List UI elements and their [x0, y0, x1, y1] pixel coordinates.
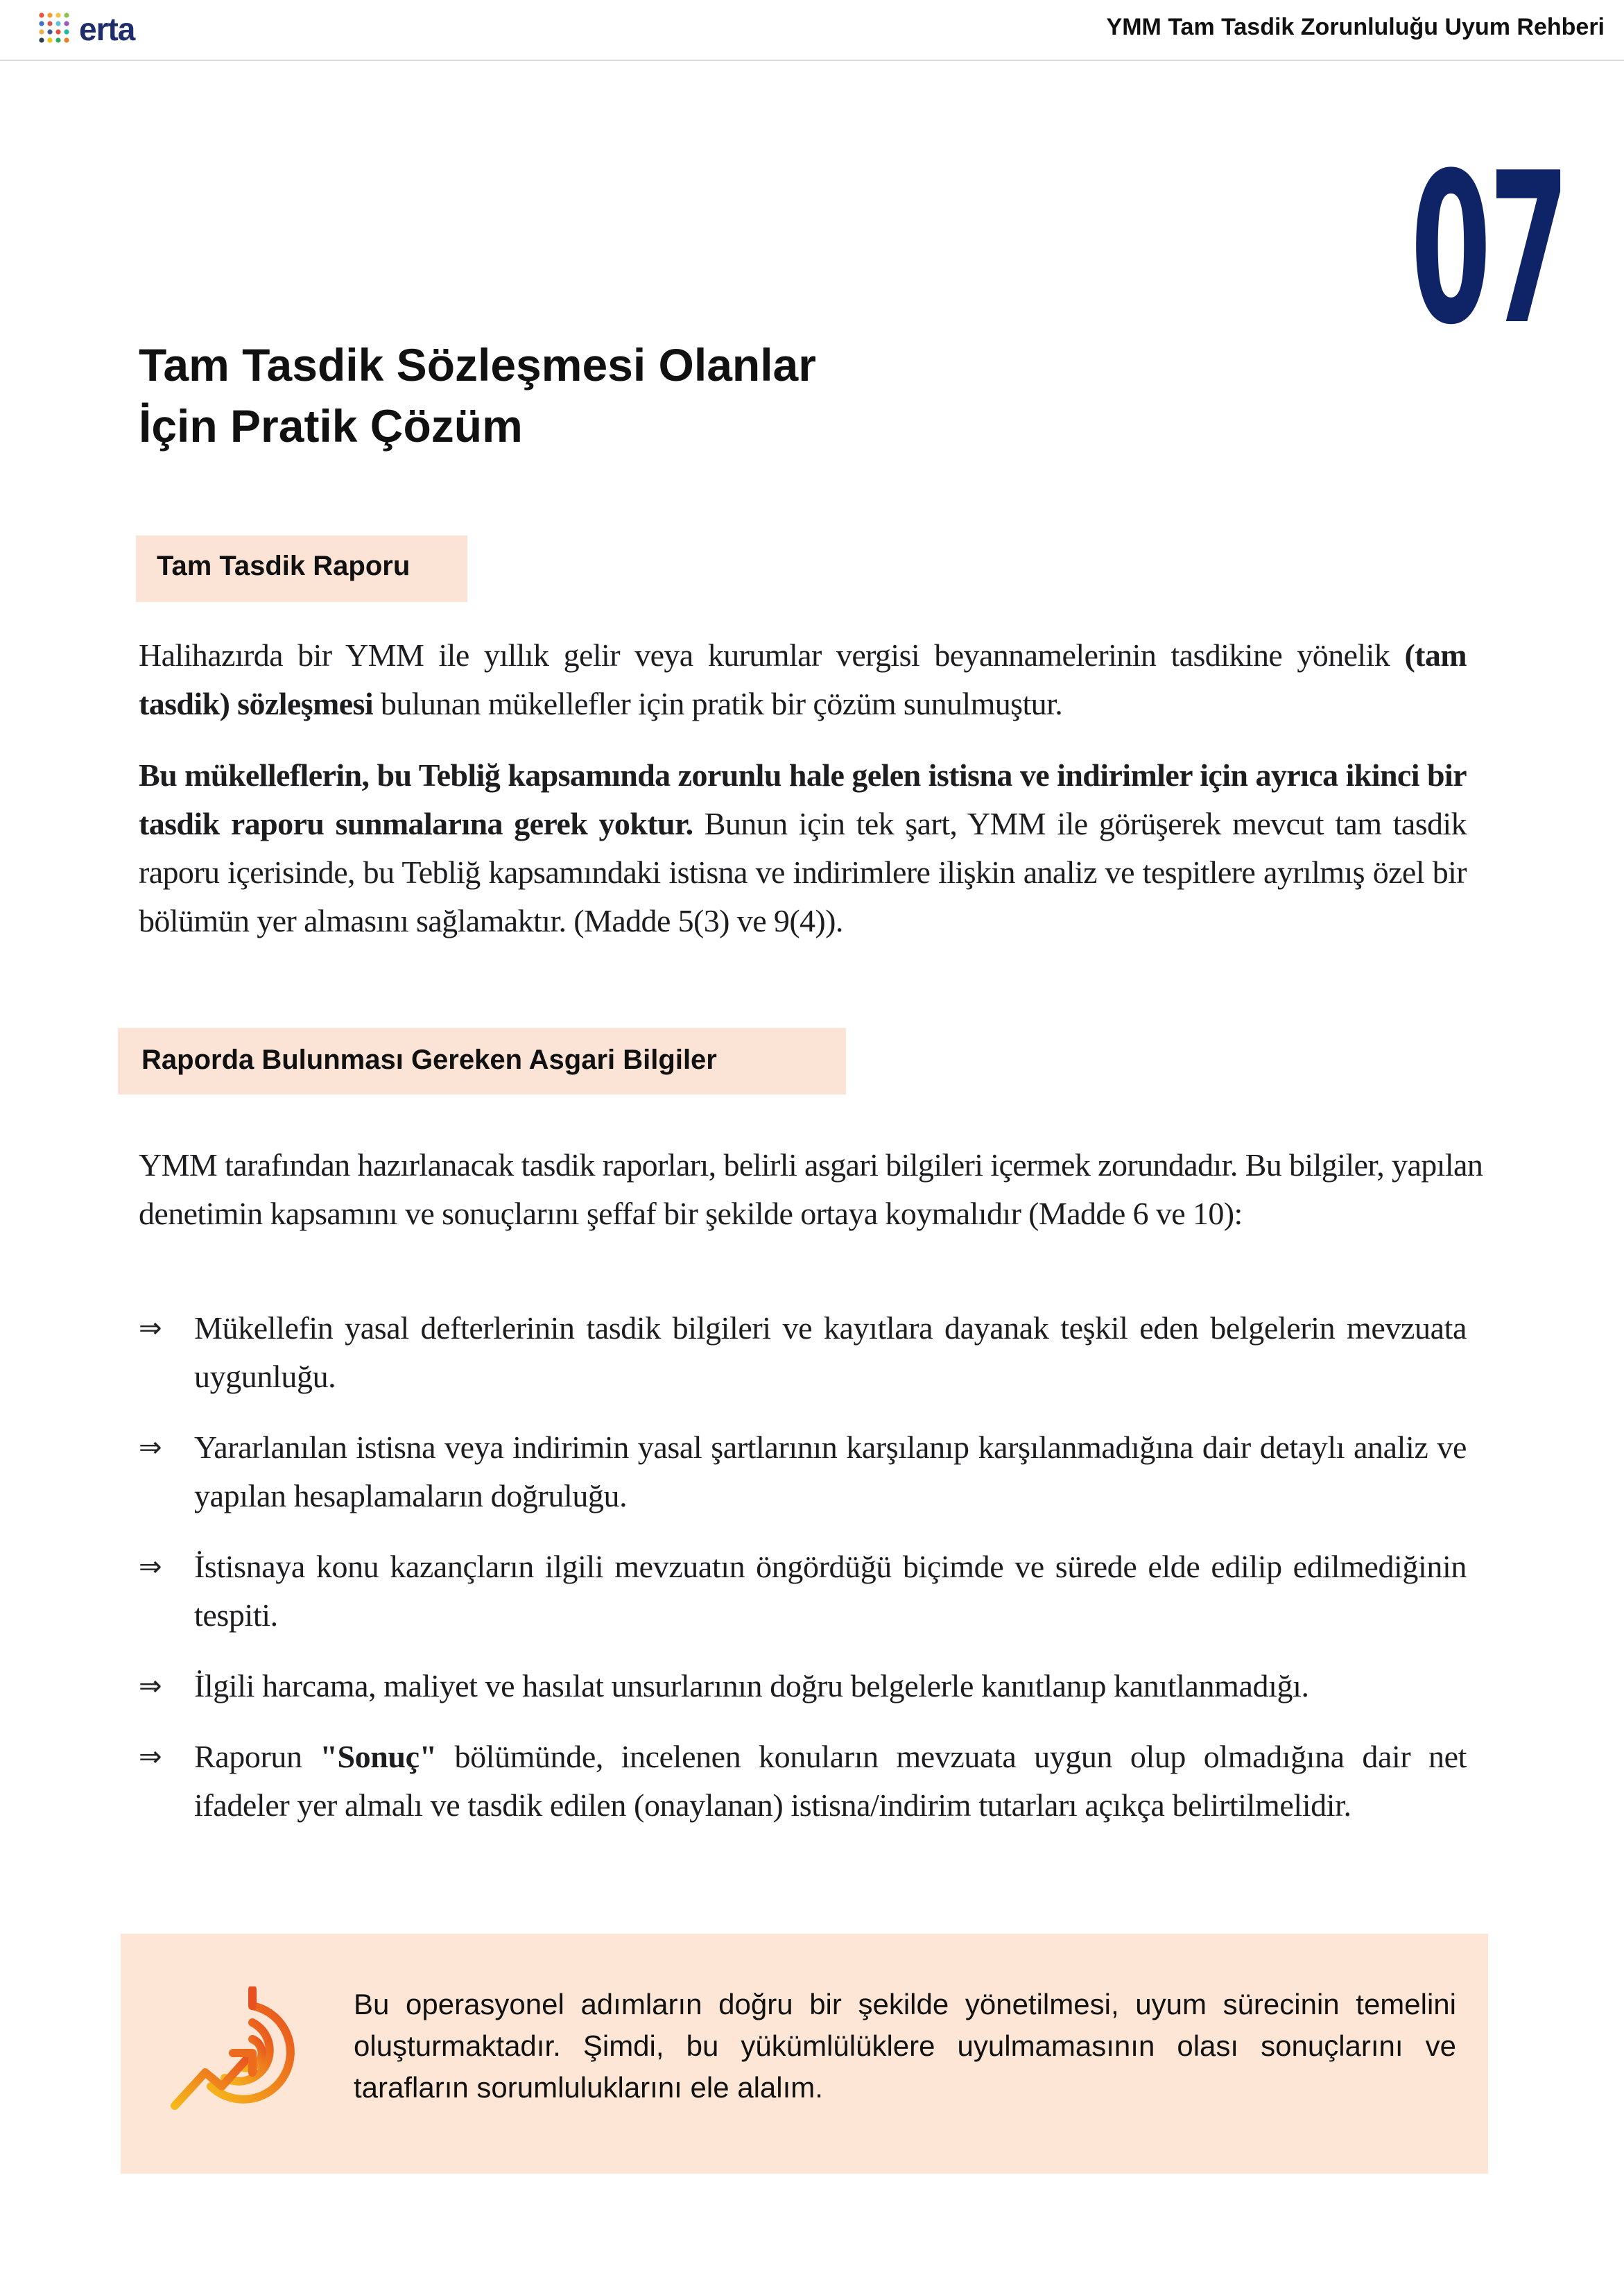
requirements-list	[139, 1304, 1467, 1852]
document-title: YMM Tam Tasdik Zorunluluğu Uyum Rehberi	[1106, 14, 1605, 40]
list-item	[139, 1304, 1467, 1401]
arrow-icon: ⇒	[139, 1670, 162, 1702]
paragraph-2-text: Bunun için tek şart, YMM ile görüşerek mevcut tam tasdik raporu içerisinde, bu Tebliğ kapsamındaki istisna ve indirimlere ilişkin analiz ve tespitlere ayrılmış özel bir bölümün yer almasını sağlamaktır. (Madde 5(3) ve 9(4)).	[139, 806, 1467, 938]
list-item-text: İlgili harcama, maliyet ve hasılat unsurlarının doğru belgelerle kanıtlanıp kanıtlanmadığı.	[194, 1668, 1309, 1703]
logo-dots-icon	[36, 10, 75, 49]
page-title-line-2: İçin Pratik Çözüm	[139, 400, 523, 452]
page-title-line-1: Tam Tasdik Sözleşmesi Olanlar	[139, 339, 816, 390]
paragraph-2	[139, 751, 1467, 945]
paragraph-1-bold: (tam tasdik) sözleşmesi	[139, 637, 1467, 721]
paragraph-1-text: Halihazırda bir YMM ile yıllık gelir veya kurumlar vergisi beyannamelerinin tasdikine yönelik	[139, 637, 1405, 673]
target-growth-icon	[166, 1986, 319, 2125]
list-item-text: İstisnaya konu kazançların ilgili mevzuatın öngördüğü biçimde ve sürede elde edilip edilmediğinin tespiti.	[194, 1549, 1467, 1633]
arrow-icon: ⇒	[139, 1551, 162, 1583]
section-tag-asgari-bilgiler: Raporda Bulunması Gereken Asgari Bilgiler	[118, 1028, 846, 1094]
logo-text: erta	[79, 11, 135, 47]
list-item	[139, 1543, 1467, 1640]
list-item-text: Mükellefin yasal defterlerinin tasdik bilgileri ve kayıtlara dayanak teşkil eden belgelerin mevzuata uygunluğu.	[194, 1310, 1467, 1394]
erta-logo	[36, 10, 135, 49]
paragraph-1	[139, 631, 1467, 728]
list-item	[139, 1662, 1467, 1710]
callout-box	[121, 1934, 1488, 2174]
list-item-text-end: bölümünde, incelenen konuların mevzuata uygun olup olmadığına dair net ifadeler yer almalı ve tasdik edilen (onaylanan) istisna/indirim tutarları açıkça belirtilmelidir.	[194, 1739, 1467, 1823]
arrow-icon: ⇒	[139, 1312, 162, 1344]
section-2-intro: YMM tarafından hazırlanacak tasdik raporları, belirli asgari bilgileri içermek zorundadır. Bu bilgiler, yapılan denetimin kapsamını ve sonuçlarını şeffaf bir şekilde ortaya koymalıdır (Madde 6 ve 10):	[139, 1147, 1483, 1231]
page-title	[139, 334, 816, 456]
list-item	[139, 1733, 1467, 1830]
paragraph-1-text-end: bulunan mükellefler için pratik bir çözüm sunulmuştur.	[373, 686, 1063, 721]
paragraph-2-bold: Bu mükelleflerin, bu Tebliğ kapsamında zorunlu hale gelen istisna ve indirimler için ayrıca ikinci bir tasdik raporu sunmalarına gerek yoktur.	[139, 757, 1467, 841]
callout-text: Bu operasyonel adımların doğru bir şekilde yönetilmesi, uyum sürecinin temelini oluşturmaktadır. Şimdi, bu yükümlülüklere uyulmamasının olası sonuçlarını ve tarafların sorumluluklarını ele alalım.	[354, 1988, 1456, 2104]
chapter-number: 07	[1410, 128, 1567, 370]
list-item	[139, 1423, 1467, 1520]
arrow-icon: ⇒	[139, 1432, 162, 1463]
list-item-bold: "Sonuç"	[320, 1739, 437, 1774]
arrow-icon: ⇒	[139, 1741, 162, 1773]
section-tag-tam-tasdik-raporu: Tam Tasdik Raporu	[136, 535, 467, 602]
list-item-text: Raporun	[194, 1739, 320, 1774]
page-header	[0, 0, 1624, 61]
list-item-text: Yararlanılan istisna veya indirimin yasal şartlarının karşılanıp karşılanmadığına dair detaylı analiz ve yapılan hesaplamaların doğruluğu.	[194, 1430, 1467, 1513]
